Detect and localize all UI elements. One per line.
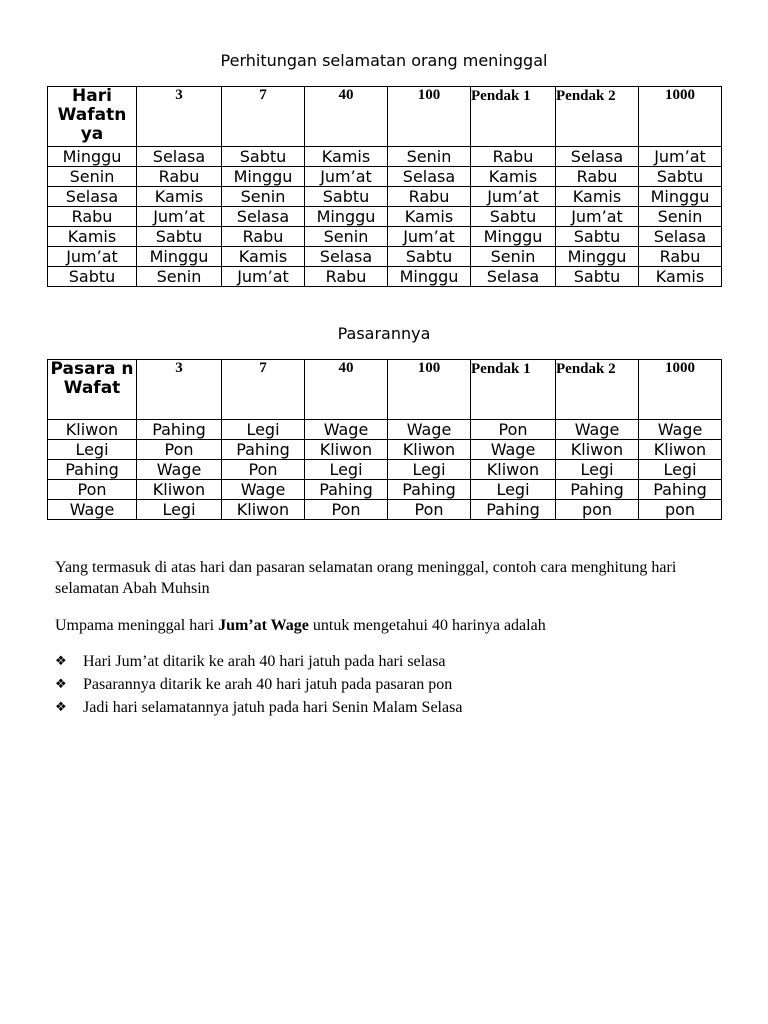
table-row	[48, 440, 722, 460]
table-cell: Pon	[305, 500, 388, 520]
table-cell: Sabtu	[471, 207, 556, 227]
table-cell: Rabu	[222, 227, 305, 247]
table-header-row	[48, 87, 722, 147]
table-cell: Minggu	[471, 227, 556, 247]
column-header: 1000	[639, 87, 722, 147]
table-cell: Legi	[471, 480, 556, 500]
column-header: 100	[388, 87, 471, 147]
table-cell: Jum’at	[556, 207, 639, 227]
table-cell: Pon	[48, 480, 137, 500]
table-cell: Pahing	[639, 480, 722, 500]
table-cell: Sabtu	[48, 267, 137, 287]
table-cell: Kamis	[471, 167, 556, 187]
table-row	[48, 420, 722, 440]
table-cell: Rabu	[388, 187, 471, 207]
table-cell: Rabu	[639, 247, 722, 267]
table-cell: Wage	[556, 420, 639, 440]
table-cell: Pon	[137, 440, 222, 460]
table-cell: Kamis	[639, 267, 722, 287]
table-cell: Wage	[48, 500, 137, 520]
table-cell: Jum’at	[222, 267, 305, 287]
table1-title: Perhitungan selamatan orang meninggal	[220, 51, 548, 70]
column-header: Pendak 2	[556, 360, 639, 420]
table-cell: Kliwon	[639, 440, 722, 460]
table-cell: Kliwon	[388, 440, 471, 460]
column-header: Pasara n Wafat	[48, 360, 137, 420]
table-cell: Kliwon	[137, 480, 222, 500]
table-cell: Wage	[471, 440, 556, 460]
table-cell: Selasa	[137, 147, 222, 167]
table-cell: Senin	[48, 167, 137, 187]
table-cell: Kliwon	[556, 440, 639, 460]
table-cell: Pahing	[388, 480, 471, 500]
column-header: 100	[388, 360, 471, 420]
column-header: 1000	[639, 360, 722, 420]
table-cell: Legi	[137, 500, 222, 520]
table-cell: Sabtu	[222, 147, 305, 167]
table-cell: Jum’at	[639, 147, 722, 167]
column-header: 40	[305, 360, 388, 420]
table-cell: Rabu	[137, 167, 222, 187]
table-cell: Sabtu	[556, 227, 639, 247]
table-cell: Pahing	[48, 460, 137, 480]
list-item-text: Hari Jum’at ditarik ke arah 40 hari jatuh pada hari selasa	[83, 652, 446, 670]
table-cell: Minggu	[556, 247, 639, 267]
example-paragraph	[55, 615, 695, 636]
table-cell: Selasa	[222, 207, 305, 227]
table-cell: Legi	[222, 420, 305, 440]
column-header: 7	[222, 360, 305, 420]
table-cell: Wage	[388, 420, 471, 440]
table-cell: Kliwon	[471, 460, 556, 480]
table-row	[48, 147, 722, 167]
table-cell: Minggu	[305, 207, 388, 227]
table-cell: Legi	[388, 460, 471, 480]
table-cell: Rabu	[48, 207, 137, 227]
table-cell: Senin	[222, 187, 305, 207]
list-item	[55, 650, 715, 673]
table-cell: Sabtu	[556, 267, 639, 287]
column-header: Hari Wafatn ya	[48, 87, 137, 147]
table-cell: Jum’at	[471, 187, 556, 207]
table-cell: Rabu	[556, 167, 639, 187]
list-item-text: Pasarannya ditarik ke arah 40 hari jatuh pada pasaran pon	[83, 675, 453, 693]
list-item	[55, 673, 715, 696]
table-cell: Selasa	[48, 187, 137, 207]
table-cell: Wage	[305, 420, 388, 440]
table2-title: Pasarannya	[337, 324, 431, 343]
table-cell: Kamis	[137, 187, 222, 207]
column-header: 7	[222, 87, 305, 147]
column-header: Pendak 1	[471, 360, 556, 420]
column-header: 3	[137, 87, 222, 147]
table-cell: Pahing	[222, 440, 305, 460]
table-cell: Jum’at	[48, 247, 137, 267]
column-header: Pendak 2	[556, 87, 639, 147]
table-cell: Kamis	[388, 207, 471, 227]
pasaran-wafat-table	[47, 359, 722, 520]
table-cell: Rabu	[471, 147, 556, 167]
table-row	[48, 187, 722, 207]
table-cell: Senin	[639, 207, 722, 227]
table-cell: Sabtu	[388, 247, 471, 267]
table-cell: Minggu	[222, 167, 305, 187]
table-cell: Pon	[222, 460, 305, 480]
table-header-row	[48, 360, 722, 420]
table-cell: Legi	[48, 440, 137, 460]
table-cell: Kamis	[556, 187, 639, 207]
table-cell: Selasa	[388, 167, 471, 187]
table-cell: Rabu	[305, 267, 388, 287]
table-cell: Selasa	[471, 267, 556, 287]
column-header: 3	[137, 360, 222, 420]
table-cell: Minggu	[48, 147, 137, 167]
table-cell: Sabtu	[137, 227, 222, 247]
table-cell: Minggu	[639, 187, 722, 207]
table-row	[48, 167, 722, 187]
table-cell: Legi	[639, 460, 722, 480]
table-row	[48, 267, 722, 287]
table-cell: Pon	[388, 500, 471, 520]
table-cell: Senin	[471, 247, 556, 267]
table-row	[48, 480, 722, 500]
table-cell: Jum’at	[137, 207, 222, 227]
diamond-bullet-icon: ❖	[55, 654, 67, 669]
table-cell: Legi	[556, 460, 639, 480]
table-cell: Minggu	[388, 267, 471, 287]
diamond-bullet-icon: ❖	[55, 700, 67, 715]
table-cell: Wage	[137, 460, 222, 480]
table-cell: Pahing	[556, 480, 639, 500]
table-row	[48, 460, 722, 480]
table-cell: Pon	[471, 420, 556, 440]
table-cell: Selasa	[305, 247, 388, 267]
table-cell: Senin	[137, 267, 222, 287]
table-cell: Selasa	[639, 227, 722, 247]
table-cell: Kamis	[48, 227, 137, 247]
table-row	[48, 227, 722, 247]
example-bold-day: Jum’at Wage	[218, 617, 309, 634]
example-text-after: untuk mengetahui 40 harinya adalah	[308, 617, 546, 634]
table-cell: Wage	[639, 420, 722, 440]
table-cell: Pahing	[305, 480, 388, 500]
table-cell: Kamis	[222, 247, 305, 267]
table-cell: Senin	[305, 227, 388, 247]
table-cell: Selasa	[556, 147, 639, 167]
table-cell: Sabtu	[305, 187, 388, 207]
list-item	[55, 696, 715, 719]
table-cell: pon	[639, 500, 722, 520]
table-cell: Jum’at	[305, 167, 388, 187]
table-cell: Senin	[388, 147, 471, 167]
table-row	[48, 247, 722, 267]
table-cell: Wage	[222, 480, 305, 500]
table-cell: Kliwon	[305, 440, 388, 460]
table-cell: Kliwon	[48, 420, 137, 440]
bullet-list	[55, 650, 715, 719]
table-cell: Pahing	[471, 500, 556, 520]
example-text-before: Umpama meninggal hari	[55, 617, 219, 634]
diamond-bullet-icon: ❖	[55, 677, 67, 692]
table-cell: Jum’at	[388, 227, 471, 247]
table-row	[48, 500, 722, 520]
table-cell: Minggu	[137, 247, 222, 267]
hari-wafat-table	[47, 86, 722, 287]
table-cell: Kliwon	[222, 500, 305, 520]
list-item-text: Jadi hari selamatannya jatuh pada hari Senin Malam Selasa	[83, 698, 463, 716]
table-cell: Legi	[305, 460, 388, 480]
column-header: 40	[305, 87, 388, 147]
table-cell: Pahing	[137, 420, 222, 440]
table-cell: pon	[556, 500, 639, 520]
table-cell: Kamis	[305, 147, 388, 167]
table-row	[48, 207, 722, 227]
column-header: Pendak 1	[471, 87, 556, 147]
table-cell: Sabtu	[639, 167, 722, 187]
intro-paragraph: Yang termasuk di atas hari dan pasaran selamatan orang meninggal, contoh cara menghitung hari selamatan Abah Muhsin	[55, 559, 677, 597]
